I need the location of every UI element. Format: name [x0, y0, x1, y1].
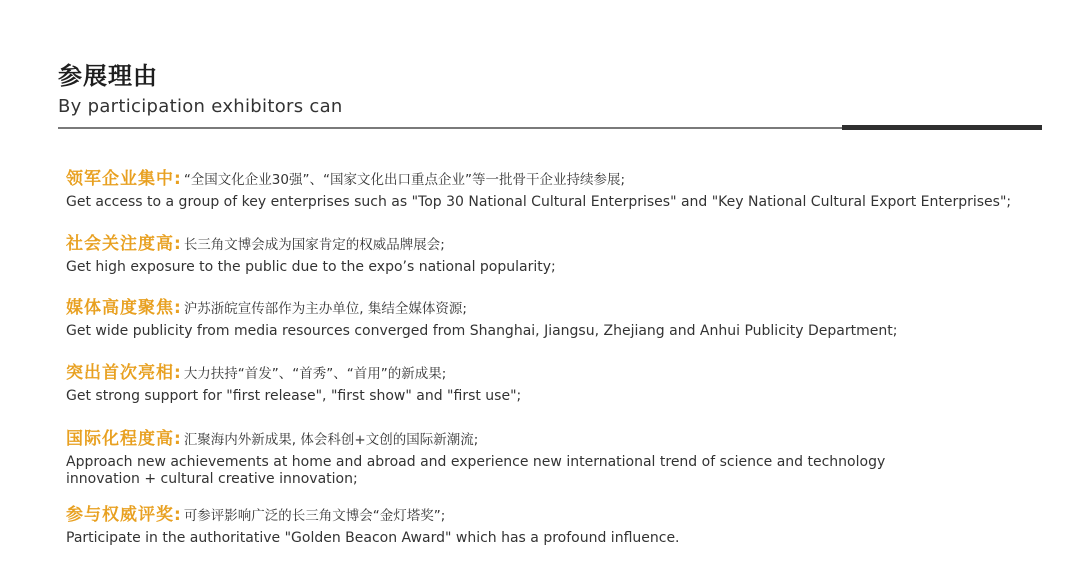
- reason-heading: [66, 361, 521, 386]
- reason-description-en: Get wide publicity from media resources converged from Shanghai, Jiangsu, Zhejiang and Anhui Publicity Department;: [66, 323, 898, 339]
- reason-description-en: Get access to a group of key enterprises such as "Top 30 National Cultural Enterprises" and "Key National Cultural Export Enterprises";: [66, 194, 1012, 210]
- reason-title: 突出首次亮相:: [66, 363, 182, 383]
- reason-title: 参与权威评奖:: [66, 505, 182, 525]
- page-title: 参展理由: [58, 62, 158, 90]
- reason-title: 媒体高度聚焦:: [66, 298, 182, 318]
- reason-item-social-attention: [66, 232, 556, 276]
- reason-heading: [66, 232, 556, 257]
- reason-description-zh: 长三角文博会成为国家肯定的权威品牌展会;: [183, 237, 445, 253]
- reason-item-leading-enterprises: [66, 167, 1011, 211]
- reason-description-en: Get strong support for "first release", "first show" and "first use";: [66, 388, 522, 404]
- reason-description-zh: “全国文化企业30强”、“国家文化出口重点企业”等一批骨干企业持续参展;: [183, 172, 626, 188]
- reason-item-first-debut: [66, 361, 521, 405]
- reason-description-zh: 沪苏浙皖宣传部作为主办单位, 集结全媒体资源;: [183, 301, 467, 317]
- reason-title: 国际化程度高:: [66, 429, 182, 449]
- reason-heading: [66, 503, 680, 528]
- reason-item-authoritative-award: [66, 503, 680, 547]
- reason-description-en: Approach new achievements at home and abroad and experience new international trend of science and technology innovation + cultural creative innovation;: [66, 454, 886, 487]
- reason-description-zh: 汇聚海内外新成果, 体会科创+文创的国际新潮流;: [183, 432, 479, 448]
- reason-title: 社会关注度高:: [66, 234, 182, 254]
- reason-description-en: Participate in the authoritative "Golden Beacon Award" which has a profound influence.: [66, 530, 680, 546]
- reason-description-zh: 大力扶持“首发”、“首秀”、“首用”的新成果;: [183, 366, 447, 382]
- reason-heading: [66, 427, 885, 452]
- reason-title: 领军企业集中:: [66, 169, 182, 189]
- page-subtitle: By participation exhibitors can: [58, 96, 343, 117]
- reason-heading: [66, 167, 1011, 192]
- reason-heading: [66, 296, 897, 321]
- reason-item-internationalization: [66, 427, 885, 488]
- reason-description-en: Get high exposure to the public due to the expo’s national popularity;: [66, 259, 556, 275]
- reason-item-media-focus: [66, 296, 897, 340]
- reason-description-zh: 可参评影响广泛的长三角文博会“金灯塔奖”;: [183, 508, 446, 524]
- header-divider-accent: [842, 125, 1042, 130]
